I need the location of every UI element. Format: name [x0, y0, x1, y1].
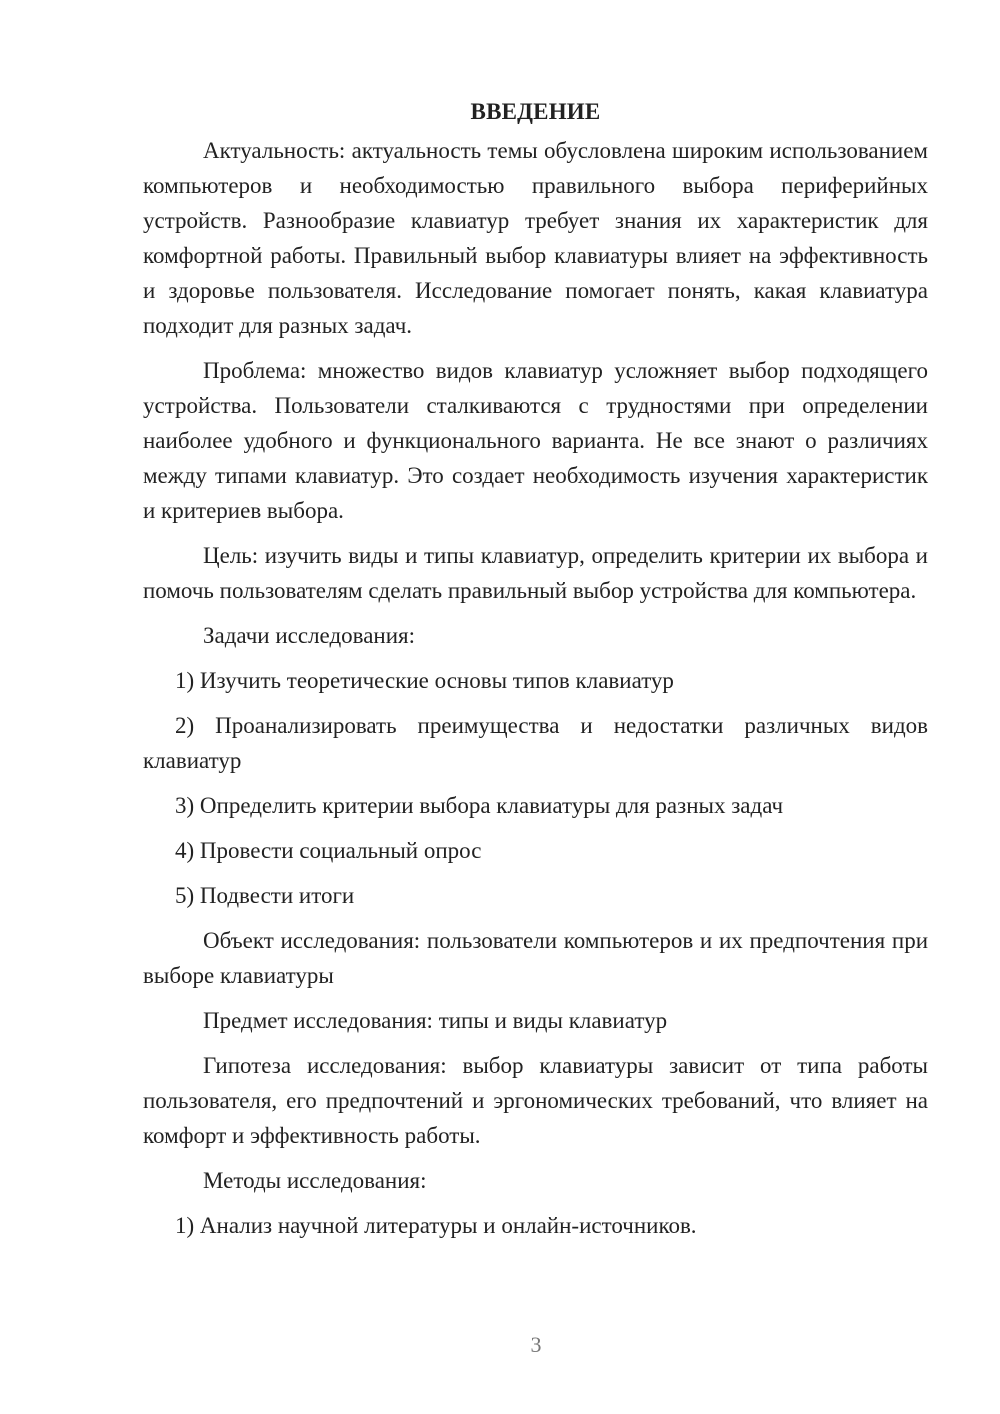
paragraph-goal: Цель: изучить виды и типы клавиатур, определить критерии их выбора и помочь пользователям сделать правильный выбор устройства для компьютера.	[143, 543, 928, 603]
task-item: 2) Проанализировать преимущества и недостатки различных видов клавиатур	[143, 713, 928, 773]
document-page	[143, 88, 928, 1253]
paragraph-subject: Предмет исследования: типы и виды клавиатур	[203, 1008, 668, 1033]
task-item: 1) Изучить теоретические основы типов клавиатур	[175, 668, 674, 693]
paragraph-object: Объект исследования: пользователи компьютеров и их предпочтения при выборе клавиатуры	[143, 928, 928, 988]
paragraph-relevance: Актуальность: актуальность темы обусловлена широким использованием компьютеров и необходимостью правильного выбора периферийных устройств. Разнообразие клавиатур требует знания их характеристик для комфортной работы. Правильный выбор клавиатуры влияет на эффективность и здоровье пользователя. Исследование помогает понять, какая клавиатура подходит для разных задач.	[143, 138, 928, 338]
paragraph-problem: Проблема: множество видов клавиатур усложняет выбор подходящего устройства. Пользователи сталкиваются с трудностями при определении наиболее удобного и функционального варианта. Не все знают о различиях между типами клавиатур. Это создает необходимость изучения характеристик и критериев выбора.	[143, 358, 928, 523]
task-item: 4) Провести социальный опрос	[175, 838, 482, 863]
method-item: 1) Анализ научной литературы и онлайн-источников.	[175, 1213, 697, 1238]
paragraph-tasks-label: Задачи исследования:	[203, 623, 416, 648]
document-heading: ВВЕДЕНИЕ	[470, 99, 601, 124]
task-item: 5) Подвести итоги	[175, 883, 355, 908]
paragraph-hypothesis: Гипотеза исследования: выбор клавиатуры зависит от типа работы пользователя, его предпочтений и эргономических требований, что влияет на комфорт и эффективность работы.	[143, 1053, 928, 1148]
page-number: 3	[530, 1332, 542, 1357]
task-item: 3) Определить критерии выбора клавиатуры для разных задач	[175, 793, 784, 818]
paragraph-methods-label: Методы исследования:	[203, 1168, 427, 1193]
